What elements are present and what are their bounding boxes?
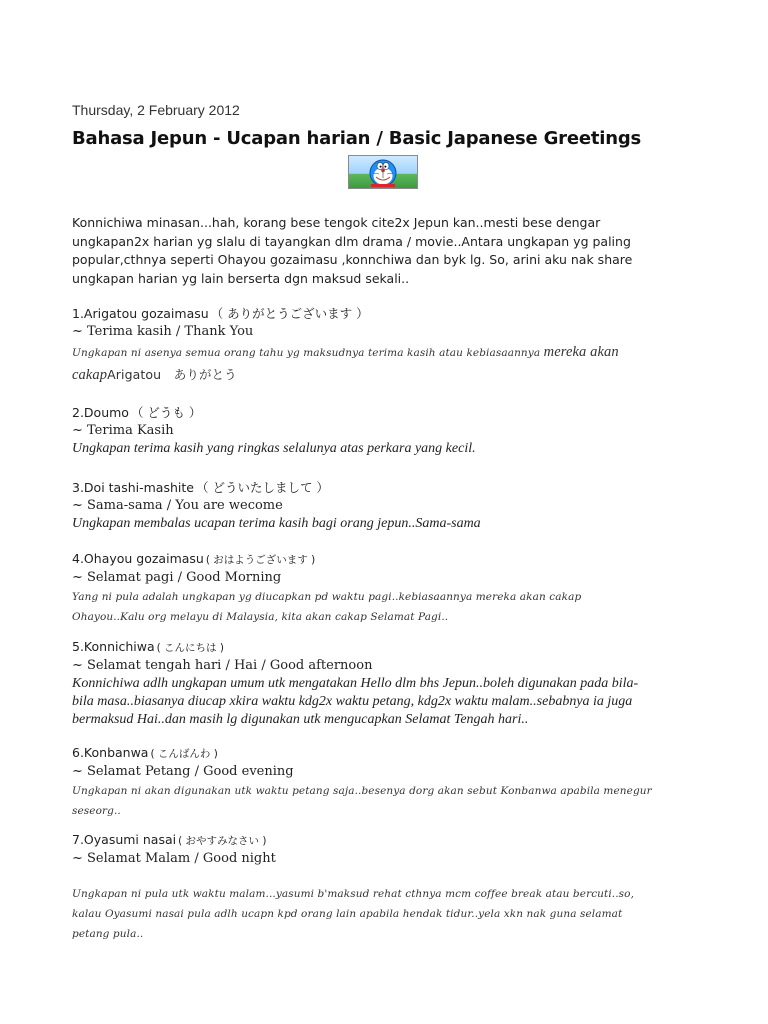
- greeting-item: [72, 831, 694, 944]
- intro-paragraph: Konnichiwa minasan...hah, korang bese tengok cite2x Jepun kan..mesti bese dengar ungkapan2x harian yg slalu di tayangkan dlm drama / movie..Antara ungkapan yg paling popular,cthnya seperti Ohayou gozaimasu ,konnchiwa dan byk lg. So, arini aku nak share ungkapan harian yg lain berserta dgn maksud sekali..: [72, 215, 633, 286]
- greeting-heading: [72, 550, 694, 569]
- greeting-description: [72, 587, 694, 627]
- description-text: bila masa..biasanya diucap xkira waktu kdg2x waktu petang, kdg2x waktu malam..sebabnya ia juga: [72, 694, 633, 709]
- greeting-description: [72, 781, 694, 821]
- greeting-meaning: ~ Terima kasih / Thank You: [72, 324, 254, 339]
- description-text: mereka akan: [543, 344, 619, 360]
- greeting-meaning: ~ Selamat Petang / Good evening: [72, 764, 294, 779]
- greeting-japanese: ( おやすみなさい ): [178, 835, 267, 847]
- greeting-japanese: ( こんにちは ): [156, 642, 224, 654]
- greeting-heading: [72, 638, 694, 657]
- greeting-heading: [72, 404, 694, 422]
- greeting-japanese: （ どういたしまして ）: [195, 480, 329, 495]
- doraemon-icon: [349, 156, 417, 188]
- description-text: Ungkapan ni asenya semua orang tahu yg maksudnya terima kasih atau kebiasaannya: [72, 347, 541, 359]
- greeting-romaji: 6.Konbanwa: [72, 745, 149, 760]
- greeting-item: [72, 744, 694, 821]
- greeting-description: Ungkapan membalas ucapan terima kasih bagi orang jepun..Sama-sama: [72, 516, 481, 531]
- greeting-description: [72, 341, 694, 387]
- greeting-item: [72, 479, 694, 533]
- greeting-romaji: 5.Konnichiwa: [72, 639, 155, 654]
- description-text: Yang ni pula adalah ungkapan yg diucapkan pd waktu pagi..kebiasaannya mereka akan cakap: [72, 591, 582, 603]
- greeting-item: [72, 404, 694, 458]
- greeting-japanese: ( おはようございます ): [205, 554, 316, 566]
- description-japanese: Arigatou ありがとう: [107, 367, 237, 382]
- description-text: seseorg..: [72, 805, 121, 817]
- post-date: Thursday, 2 February 2012: [72, 102, 240, 118]
- description-text: Ohayou..Kalu org melayu di Malaysia, kita akan cakap Selamat Pagi..: [72, 611, 449, 623]
- description-text: Ungkapan ni akan digunakan utk waktu petang saja..besenya dorg akan sebut Konbanwa apabila menegur: [72, 785, 652, 797]
- greeting-meaning: ~ Sama-sama / You are wecome: [72, 498, 283, 513]
- description-text: Ungkapan ni pula utk waktu malam...yasumi b'maksud rehat cthnya mcm coffee break atau bercuti..so,: [72, 888, 635, 900]
- greeting-romaji: 7.Oyasumi nasai: [72, 832, 177, 847]
- greeting-item: [72, 550, 694, 627]
- greeting-description: Ungkapan terima kasih yang ringkas selalunya atas perkara yang kecil.: [72, 441, 476, 456]
- greeting-meaning: ~ Selamat Malam / Good night: [72, 851, 276, 866]
- greeting-item: [72, 305, 694, 387]
- greeting-japanese: （ どうも ）: [130, 405, 202, 420]
- description-text: kalau Oyasumi nasai pula adlh ucapn kpd orang lain apabila hendak tidur..yela xkn nak guna selamat: [72, 908, 623, 920]
- greeting-romaji: 1.Arigatou gozaimasu: [72, 306, 209, 321]
- greeting-romaji: 3.Doi tashi-mashite: [72, 480, 194, 495]
- greeting-heading: [72, 479, 694, 497]
- greeting-item: [72, 638, 694, 729]
- description-text: Konnichiwa adlh ungkapan umum utk mengatakan Hello dlm bhs Jepun..boleh digunakan pada bila-: [72, 676, 639, 691]
- description-text: cakap: [72, 367, 108, 383]
- greeting-description: [72, 675, 694, 729]
- greeting-heading: [72, 305, 694, 323]
- post-title: Bahasa Jepun - Ucapan harian / Basic Japanese Greetings: [72, 128, 642, 149]
- description-text: petang pula..: [72, 928, 144, 940]
- greeting-romaji: 4.Ohayou gozaimasu: [72, 551, 204, 566]
- description-text: bermaksud Hai..dan masih lg digunakan utk mengucapkan Selamat Tengah hari..: [72, 712, 529, 727]
- greeting-heading: [72, 831, 694, 850]
- greeting-heading: [72, 744, 694, 763]
- greeting-meaning: ~ Selamat pagi / Good Morning: [72, 570, 282, 585]
- greeting-japanese: （ ありがとうございます ）: [210, 306, 369, 321]
- greeting-meaning: ~ Terima Kasih: [72, 423, 174, 438]
- thumbnail-image[interactable]: [348, 155, 418, 189]
- greeting-meaning: ~ Selamat tengah hari / Hai / Good afternoon: [72, 658, 373, 673]
- greeting-japanese: ( こんばんわ ): [150, 748, 218, 760]
- greeting-romaji: 2.Doumo: [72, 405, 129, 420]
- greeting-description: [72, 884, 694, 944]
